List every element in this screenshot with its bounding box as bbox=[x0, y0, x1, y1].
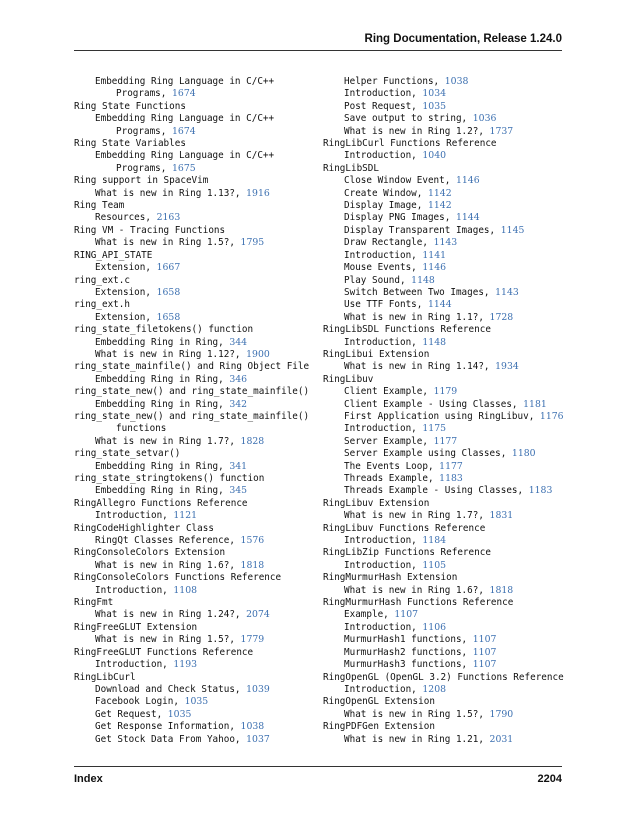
index-column-right bbox=[323, 76, 568, 746]
page-link[interactable]: 2074 bbox=[246, 609, 270, 621]
page-link[interactable]: 1658 bbox=[156, 311, 181, 323]
page-link[interactable]: 1035 bbox=[184, 696, 209, 708]
index-entry-text: What is new in Ring 1.14?, bbox=[344, 361, 496, 373]
index-entry-text: Introduction, bbox=[344, 683, 423, 695]
index-entry-text: ring_state_filetokens() function bbox=[74, 324, 254, 336]
index-entry-text: What is new in Ring 1.5?, bbox=[95, 634, 241, 646]
index-subentry bbox=[323, 485, 568, 497]
index-entry-text: First Application using RingLibuv, bbox=[344, 410, 540, 422]
index-entry-text: What is new in Ring 1.2?, bbox=[344, 125, 490, 137]
index-entry-text: RingPDFGen Extension bbox=[323, 721, 435, 733]
index-term bbox=[323, 597, 568, 609]
index-term bbox=[323, 324, 568, 336]
index-column-left bbox=[74, 76, 310, 746]
index-term bbox=[74, 250, 310, 262]
page-link[interactable]: 1143 bbox=[495, 286, 519, 298]
page-link[interactable]: 1779 bbox=[240, 634, 265, 646]
index-subentry bbox=[323, 212, 568, 224]
index-subentry bbox=[74, 585, 310, 597]
index-entry-text: Display Transparent Images, bbox=[344, 224, 501, 236]
index-subentry bbox=[323, 684, 568, 696]
index-entry-text: ring_state_stringtokens() function bbox=[74, 473, 265, 484]
page-link[interactable]: 1193 bbox=[173, 659, 198, 671]
index-entry-text: RingMurmurHash Extension bbox=[323, 572, 458, 584]
index-entry-text: Server Example, bbox=[344, 435, 434, 447]
index-term bbox=[74, 324, 310, 336]
page-link[interactable]: 1038 bbox=[240, 721, 265, 733]
index-term bbox=[74, 101, 310, 113]
index-entry-text: RingMurmurHash Functions Reference bbox=[323, 597, 514, 609]
index-entry-text: functions bbox=[116, 423, 167, 435]
page-link[interactable]: 1107 bbox=[394, 609, 419, 621]
index-term bbox=[323, 374, 568, 386]
index-subentry bbox=[74, 684, 310, 696]
index-subentry bbox=[74, 113, 310, 125]
index-entry-text: Draw Rectangle, bbox=[344, 237, 434, 249]
index-entry-text: Example, bbox=[344, 609, 395, 621]
index-subentry bbox=[74, 734, 310, 746]
page-link[interactable]: 342 bbox=[229, 398, 248, 410]
index-subentry bbox=[323, 113, 568, 125]
page-link[interactable]: 1105 bbox=[422, 559, 447, 571]
page-link[interactable]: 346 bbox=[229, 373, 248, 385]
index-entry-text: RingLibuv bbox=[323, 373, 374, 385]
index-term bbox=[74, 647, 310, 659]
index-term bbox=[74, 386, 310, 398]
index-subentry bbox=[323, 609, 568, 621]
index-entry-text: Server Example using Classes, bbox=[344, 448, 512, 460]
index-subentry bbox=[74, 150, 310, 162]
page-link[interactable]: 1828 bbox=[240, 435, 265, 447]
index-term bbox=[74, 225, 310, 237]
page-link[interactable]: 1148 bbox=[422, 336, 447, 348]
index-term bbox=[323, 672, 568, 684]
index-subentry bbox=[323, 560, 568, 572]
index-entry-text: RingLibCurl bbox=[74, 671, 136, 683]
page-link[interactable]: 1040 bbox=[422, 150, 447, 162]
index-term bbox=[323, 572, 568, 584]
index-entry-text: Extension, bbox=[95, 262, 157, 274]
index-entry-text: The Events Loop, bbox=[344, 460, 440, 472]
index-subentry bbox=[74, 287, 310, 299]
index-entry-text: Introduction, bbox=[344, 535, 423, 547]
page-link[interactable]: 1141 bbox=[422, 249, 447, 261]
index-entry-text: Ring State Functions bbox=[74, 100, 186, 112]
page-link[interactable]: 1035 bbox=[422, 100, 447, 112]
index-term bbox=[323, 138, 568, 150]
index-entry-text: Download and Check Status, bbox=[95, 683, 247, 695]
index-term bbox=[74, 275, 310, 287]
page-link[interactable]: 1737 bbox=[489, 125, 514, 137]
index-entry-text: Display Image, bbox=[344, 200, 428, 212]
index-subentry bbox=[323, 448, 568, 460]
index-subentry bbox=[74, 399, 310, 411]
index-entry-text: Display PNG Images, bbox=[344, 212, 456, 224]
index-subentry bbox=[74, 262, 310, 274]
page-link[interactable]: 1038 bbox=[444, 76, 469, 87]
index-subentry bbox=[74, 188, 310, 200]
index-subentry bbox=[323, 436, 568, 448]
index-term bbox=[74, 572, 310, 584]
index-subentry bbox=[74, 436, 310, 448]
index-subentry bbox=[323, 275, 568, 287]
index-entry-text: MurmurHash2 functions, bbox=[344, 646, 473, 658]
index-entry-text: Mouse Events, bbox=[344, 262, 423, 274]
index-entry-text: Create Window, bbox=[344, 187, 428, 199]
page-link[interactable]: 1145 bbox=[500, 224, 525, 236]
index-term bbox=[74, 597, 310, 609]
index-subentry bbox=[323, 250, 568, 262]
index-subentry bbox=[74, 634, 310, 646]
index-term bbox=[74, 411, 310, 423]
index-entry-text: ring_state_new() and ring_state_mainfile() bbox=[74, 410, 310, 422]
page-link[interactable]: 1183 bbox=[439, 473, 463, 484]
index-term bbox=[74, 523, 310, 535]
index-entry-text: RingLibCurl Functions Reference bbox=[323, 138, 497, 150]
index-subentry bbox=[323, 262, 568, 274]
page-link[interactable]: 1674 bbox=[171, 88, 196, 100]
page-link[interactable]: 1142 bbox=[427, 200, 452, 212]
index-subentry bbox=[323, 709, 568, 721]
page-link[interactable]: 341 bbox=[229, 460, 248, 472]
page-link[interactable]: 1177 bbox=[433, 435, 458, 447]
page-link[interactable]: 1179 bbox=[433, 386, 458, 398]
index-entry-text: Threads Example - Using Classes, bbox=[344, 485, 529, 497]
index-entry-text: RingFreeGLUT Functions Reference bbox=[74, 646, 254, 658]
index-entry-text: Embedding Ring in Ring, bbox=[95, 336, 230, 348]
index-entry-text: Embedding Ring in Ring, bbox=[95, 373, 230, 385]
index-subentry bbox=[323, 423, 568, 435]
index-subentry bbox=[323, 386, 568, 398]
page-link[interactable]: 2163 bbox=[156, 212, 181, 224]
page-link[interactable]: 1790 bbox=[489, 708, 514, 720]
index-entry-text: RingFreeGLUT Extension bbox=[74, 621, 198, 633]
index-subentry bbox=[74, 212, 310, 224]
page-link[interactable]: 1107 bbox=[472, 659, 497, 671]
index-entry-text: RingOpenGL (OpenGL 3.2) Functions Reference bbox=[323, 671, 564, 683]
index-entry-text: Introduction, bbox=[95, 659, 174, 671]
index-subentry bbox=[323, 734, 568, 746]
index-entry-text: Embedding Ring in Ring, bbox=[95, 460, 230, 472]
index-subentry bbox=[74, 696, 310, 708]
page-link[interactable]: 1176 bbox=[539, 410, 564, 422]
index-entry-text: Programs, bbox=[116, 162, 172, 174]
index-subentry bbox=[323, 88, 568, 100]
index-subentry bbox=[74, 461, 310, 473]
index-entry-text: ring_state_mainfile() and Ring Object File bbox=[74, 361, 310, 373]
index-subentry bbox=[74, 721, 310, 733]
index-entry-text: Facebook Login, bbox=[95, 696, 185, 708]
index-entry-text: Introduction, bbox=[344, 88, 423, 100]
page-link[interactable]: 1107 bbox=[472, 634, 497, 646]
index-entry-text: Get Request, bbox=[95, 708, 168, 720]
index-subentry bbox=[74, 374, 310, 386]
index-term bbox=[74, 175, 310, 187]
index-entry-text: What is new in Ring 1.12?, bbox=[95, 348, 247, 360]
index-entry-text: Use TTF Fonts, bbox=[344, 299, 428, 311]
index-subentry bbox=[323, 634, 568, 646]
index-entry-text: RingLibui Extension bbox=[323, 348, 430, 360]
index-subentry bbox=[74, 485, 310, 497]
index-term bbox=[74, 361, 310, 373]
index-entry-text: Play Sound, bbox=[344, 274, 412, 286]
index-entry-text: What is new in Ring 1.24?, bbox=[95, 609, 247, 621]
index-subentry bbox=[74, 423, 310, 435]
index-subentry bbox=[74, 609, 310, 621]
index-entry-text: ring_state_new() and ring_state_mainfile() bbox=[74, 386, 310, 398]
index-subentry bbox=[74, 163, 310, 175]
index-entry-text: Embedding Ring in Ring, bbox=[95, 398, 230, 410]
index-subentry bbox=[323, 473, 568, 485]
index-entry-text: What is new in Ring 1.6?, bbox=[344, 584, 490, 596]
page-link[interactable]: 1183 bbox=[528, 485, 553, 497]
index-subentry bbox=[323, 622, 568, 634]
index-term bbox=[323, 721, 568, 733]
page-link[interactable]: 1818 bbox=[240, 559, 265, 571]
page-footer bbox=[74, 766, 562, 787]
index-entry-text: Client Example - Using Classes, bbox=[344, 398, 524, 410]
page-link[interactable]: 1107 bbox=[472, 646, 497, 658]
index-entry-text: Get Stock Data From Yahoo, bbox=[95, 733, 247, 745]
index-term bbox=[74, 498, 310, 510]
index-subentry bbox=[74, 659, 310, 671]
index-subentry bbox=[323, 535, 568, 547]
page-link[interactable]: 1148 bbox=[411, 274, 435, 286]
footer-section-label: Index bbox=[74, 773, 103, 785]
index-entry-text: What is new in Ring 1.1?, bbox=[344, 311, 490, 323]
index-entry-text: RingLibuv Extension bbox=[323, 497, 430, 509]
page-link[interactable]: 1037 bbox=[246, 733, 270, 745]
index-subentry bbox=[323, 461, 568, 473]
index-subentry bbox=[323, 647, 568, 659]
index-subentry bbox=[74, 312, 310, 324]
index-subentry bbox=[74, 237, 310, 249]
page-link[interactable]: 1831 bbox=[489, 510, 514, 522]
index-subentry bbox=[323, 76, 568, 88]
page-link[interactable]: 1146 bbox=[455, 175, 480, 187]
page-link[interactable]: 1177 bbox=[439, 460, 463, 472]
index-subentry bbox=[323, 287, 568, 299]
index-subentry bbox=[323, 200, 568, 212]
index-entry-text: What is new in Ring 1.21, bbox=[344, 733, 490, 745]
index-entry-text: Embedding Ring Language in C/C++ bbox=[95, 150, 275, 162]
index-subentry bbox=[323, 337, 568, 349]
index-entry-text: RING_API_STATE bbox=[74, 249, 153, 261]
index-entry-text: RingFmt bbox=[74, 597, 114, 609]
index-entry-text: Extension, bbox=[95, 286, 157, 298]
page-link[interactable]: 1180 bbox=[511, 448, 536, 460]
index-entry-text: What is new in Ring 1.6?, bbox=[95, 559, 241, 571]
index-entry-text: What is new in Ring 1.13?, bbox=[95, 187, 247, 199]
page-link[interactable]: 1121 bbox=[173, 510, 198, 522]
index-subentry bbox=[74, 349, 310, 361]
index-subentry bbox=[323, 237, 568, 249]
index-entry-text: Introduction, bbox=[95, 510, 174, 522]
index-entry-text: RingQt Classes Reference, bbox=[95, 535, 241, 547]
page-link[interactable]: 345 bbox=[229, 485, 248, 497]
index-subentry bbox=[323, 510, 568, 522]
index-term bbox=[323, 696, 568, 708]
index-subentry bbox=[74, 535, 310, 547]
index-subentry bbox=[74, 337, 310, 349]
index-entry-text: MurmurHash1 functions, bbox=[344, 634, 473, 646]
page-link[interactable]: 1106 bbox=[422, 621, 447, 633]
index-entry-text: RingLibZip Functions Reference bbox=[323, 547, 491, 559]
index-entry-text: Embedding Ring in Ring, bbox=[95, 485, 230, 497]
index-entry-text: What is new in Ring 1.5?, bbox=[344, 708, 490, 720]
index-term bbox=[323, 349, 568, 361]
page-link[interactable]: 1036 bbox=[472, 113, 497, 125]
index-entry-text: Client Example, bbox=[344, 386, 434, 398]
index-term bbox=[323, 498, 568, 510]
index-entry-text: ring_ext.h bbox=[74, 299, 130, 311]
page-link[interactable]: 1108 bbox=[173, 584, 198, 596]
index-term bbox=[323, 547, 568, 559]
index-subentry bbox=[323, 101, 568, 113]
index-subentry bbox=[323, 659, 568, 671]
index-term bbox=[74, 299, 310, 311]
index-entry-text: RingAllegro Functions Reference bbox=[74, 497, 248, 509]
index-entry-text: RingCodeHighlighter Class bbox=[74, 522, 214, 534]
index-term bbox=[323, 523, 568, 535]
page-link[interactable]: 1035 bbox=[167, 708, 192, 720]
page-link[interactable]: 1146 bbox=[422, 262, 447, 274]
page-link[interactable]: 1142 bbox=[427, 187, 452, 199]
page-link[interactable]: 1576 bbox=[240, 535, 265, 547]
index-subentry bbox=[323, 225, 568, 237]
page-link[interactable]: 1034 bbox=[422, 88, 447, 100]
page-link[interactable]: 1658 bbox=[156, 286, 181, 298]
index-subentry bbox=[323, 150, 568, 162]
index-subentry bbox=[323, 399, 568, 411]
page-link[interactable]: 1900 bbox=[246, 348, 270, 360]
index-entry-text: Post Request, bbox=[344, 100, 423, 112]
index-entry-text: Introduction, bbox=[344, 423, 423, 435]
index-subentry bbox=[323, 585, 568, 597]
index-entry-text: Introduction, bbox=[95, 584, 174, 596]
index-entry-text: Programs, bbox=[116, 88, 172, 100]
index-entry-text: What is new in Ring 1.5?, bbox=[95, 237, 241, 249]
page-link[interactable]: 1728 bbox=[489, 311, 514, 323]
index-subentry bbox=[323, 361, 568, 373]
index-subentry bbox=[74, 510, 310, 522]
index-subentry bbox=[74, 126, 310, 138]
page-link[interactable]: 1916 bbox=[246, 187, 270, 199]
page-link[interactable]: 1675 bbox=[171, 162, 196, 174]
index-entry-text: Extension, bbox=[95, 311, 157, 323]
index-subentry bbox=[323, 188, 568, 200]
index-subentry bbox=[323, 175, 568, 187]
index-subentry bbox=[323, 299, 568, 311]
index-entry-text: ring_ext.c bbox=[74, 274, 130, 286]
index-term bbox=[74, 547, 310, 559]
index-entry-text: Introduction, bbox=[344, 150, 423, 162]
index-entry-text: Introduction, bbox=[344, 621, 423, 633]
document-title: Ring Documentation, Release 1.24.0 bbox=[364, 33, 562, 45]
page-link[interactable]: 344 bbox=[229, 336, 248, 348]
footer-page-number: 2204 bbox=[537, 773, 562, 785]
page-link[interactable]: 1175 bbox=[422, 423, 447, 435]
index-entry-text: Ring VM - Tracing Functions bbox=[74, 224, 226, 236]
page-link[interactable]: 1144 bbox=[455, 212, 480, 224]
index-entry-text: Save output to string, bbox=[344, 113, 473, 125]
index-entry-text: RingOpenGL Extension bbox=[323, 696, 435, 708]
index-entry-text: Ring support in SpaceVim bbox=[74, 175, 209, 187]
index-subentry bbox=[323, 312, 568, 324]
index-entry-text: Introduction, bbox=[344, 336, 423, 348]
index-entry-text: Ring State Variables bbox=[74, 138, 186, 150]
index-entry-text: RingConsoleColors Extension bbox=[74, 547, 226, 559]
page-link[interactable]: 1143 bbox=[433, 237, 458, 249]
index-entry-text: Embedding Ring Language in C/C++ bbox=[95, 76, 275, 87]
index-subentry bbox=[323, 126, 568, 138]
index-term bbox=[74, 622, 310, 634]
index-term bbox=[74, 473, 310, 485]
index-entry-text: RingLibSDL bbox=[323, 162, 379, 174]
index-entry-text: What is new in Ring 1.7?, bbox=[344, 510, 490, 522]
index-term bbox=[74, 448, 310, 460]
page-link[interactable]: 1667 bbox=[156, 262, 181, 274]
index-subentry bbox=[74, 709, 310, 721]
index-entry-text: Resources, bbox=[95, 212, 157, 224]
page-link[interactable]: 2031 bbox=[489, 733, 514, 745]
index-subentry bbox=[74, 560, 310, 572]
page-link[interactable]: 1184 bbox=[422, 535, 447, 547]
index-entry-text: Threads Example, bbox=[344, 473, 440, 484]
index-entry-text: Introduction, bbox=[344, 249, 423, 261]
index-entry-text: Embedding Ring Language in C/C++ bbox=[95, 113, 275, 125]
index-entry-text: RingLibuv Functions Reference bbox=[323, 522, 486, 534]
index-term bbox=[74, 672, 310, 684]
page-link[interactable]: 1795 bbox=[240, 237, 265, 249]
index-entry-text: What is new in Ring 1.7?, bbox=[95, 435, 241, 447]
index-term bbox=[323, 163, 568, 175]
page-link[interactable]: 1818 bbox=[489, 584, 514, 596]
index-entry-text: Programs, bbox=[116, 125, 172, 137]
index-subentry bbox=[74, 88, 310, 100]
page-link[interactable]: 1674 bbox=[171, 125, 196, 137]
index-entry-text: RingLibSDL Functions Reference bbox=[323, 324, 491, 336]
index-entry-text: Introduction, bbox=[344, 559, 423, 571]
page-link[interactable]: 1934 bbox=[495, 361, 519, 373]
index-entry-text: Switch Between Two Images, bbox=[344, 286, 496, 298]
index-term bbox=[74, 200, 310, 212]
page-link[interactable]: 1208 bbox=[422, 683, 447, 695]
index-entry-text: RingConsoleColors Functions Reference bbox=[74, 572, 282, 584]
page-header bbox=[74, 30, 562, 51]
index-subentry bbox=[323, 411, 568, 423]
page-link[interactable]: 1144 bbox=[427, 299, 452, 311]
page-link[interactable]: 1181 bbox=[523, 398, 547, 410]
index-term bbox=[74, 138, 310, 150]
index-subentry bbox=[74, 76, 310, 88]
index-entry-text: Close Window Event, bbox=[344, 175, 456, 187]
index-entry-text: Helper Functions, bbox=[344, 76, 445, 87]
index-entry-text: Get Response Information, bbox=[95, 721, 241, 733]
index-entry-text: Ring Team bbox=[74, 200, 125, 212]
index-entry-text: MurmurHash3 functions, bbox=[344, 659, 473, 671]
page-link[interactable]: 1039 bbox=[246, 683, 270, 695]
index-entry-text: ring_state_setvar() bbox=[74, 448, 181, 460]
